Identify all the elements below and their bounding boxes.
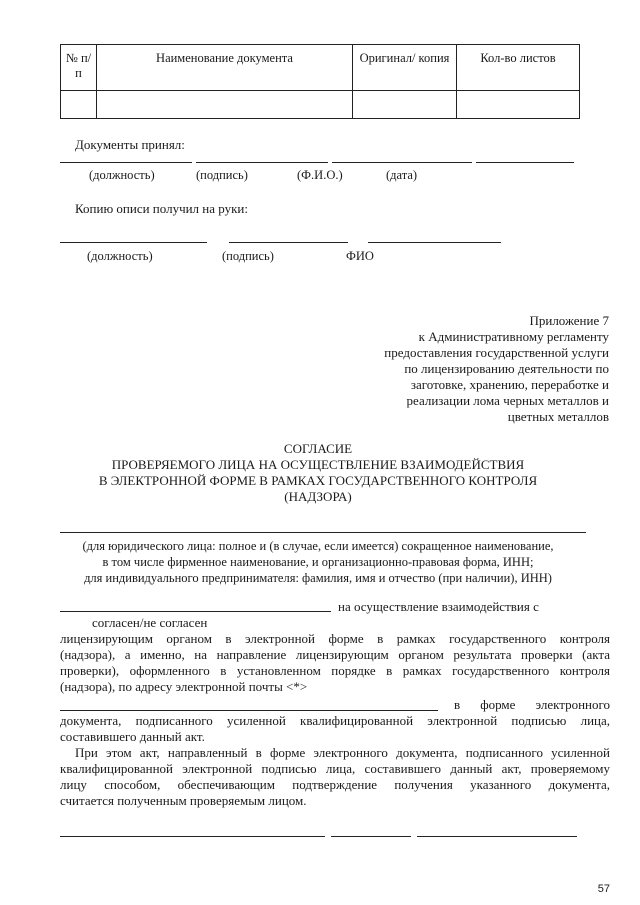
table-cell [61, 91, 97, 119]
signature-line [417, 836, 577, 837]
page-number: 57 [597, 883, 610, 895]
table-cell [97, 91, 353, 119]
appendix-line: Приложение 7 [529, 313, 609, 328]
header-document-name: Наименование документа [97, 45, 353, 91]
paragraph-line: лицу способом, обеспечивающим подтверждение получения указанного документа, [60, 777, 610, 792]
signature-line [60, 242, 207, 243]
entity-name-line [60, 532, 586, 533]
paragraph-line: (надзора), а именно, на направление лицензирующим органом результата проверки (акта [60, 647, 610, 662]
title-line: В ЭЛЕКТРОННОЙ ФОРМЕ В РАМКАХ ГОСУДАРСТВЕННОГО КОНТРОЛЯ [98, 473, 538, 488]
appendix-block [309, 313, 609, 425]
label-full-name: ФИО [346, 249, 374, 263]
label-position: (должность) [87, 249, 153, 263]
title-line: (НАДЗОРА) [284, 489, 352, 504]
note-line: (для юридического лица: полное и (в случае, если имеется) сокращенное наименование, [82, 539, 554, 553]
title-line: ПРОВЕРЯЕМОГО ЛИЦА НА ОСУЩЕСТВЛЕНИЕ ВЗАИМОДЕЙСТВИЯ [111, 457, 525, 472]
appendix-line: цветных металлов [507, 409, 609, 424]
appendix-line: реализации лома черных металлов и [406, 393, 609, 408]
appendix-line: предоставления государственной услуги [384, 345, 609, 360]
entity-note [48, 538, 588, 586]
paragraph-line: квалифицированной электронной подписью лица, составившего данный акт, проверяемому [60, 761, 610, 776]
appendix-line: заготовке, хранению, переработке и [410, 377, 609, 392]
title-line: СОГЛАСИЕ [283, 441, 353, 456]
table-cell [457, 91, 580, 119]
signature-line [332, 162, 472, 163]
header-number: № п/п [61, 45, 97, 91]
label-signature: (подпись) [196, 168, 248, 182]
table-row [61, 91, 580, 119]
signature-line [476, 162, 574, 163]
copy-title: Копию описи получил на руки: [75, 201, 248, 216]
form-tail: в форме электронного [454, 697, 610, 712]
label-position: (должность) [89, 168, 155, 182]
label-signature: (подпись) [222, 249, 274, 263]
paragraph-line: проверки), оформленного в установленном порядке в рамках государственного контроля [60, 663, 610, 678]
second-paragraph [60, 745, 610, 809]
signature-line [196, 162, 328, 163]
signature-line [229, 242, 348, 243]
received-title: Документы принял: [75, 137, 185, 152]
note-line: для индивидуального предпринимателя: фамилия, имя и отчество (при наличии), ИНН) [84, 571, 552, 585]
appendix-line: к Административному регламенту [418, 329, 609, 344]
document-title [48, 441, 588, 505]
documents-table [60, 44, 580, 119]
paragraph-line: составившего данный акт. [60, 729, 205, 744]
appendix-line: по лицензированию деятельности по [404, 361, 609, 376]
table-header-row [61, 45, 580, 91]
paragraph-line: лицензирующим органом в электронной форме в рамках государственного контроля [60, 631, 610, 646]
table-cell [353, 91, 457, 119]
email-line [60, 710, 438, 711]
label-full-name: (Ф.И.О.) [297, 168, 343, 182]
paragraph-line: (надзора), по адресу электронной почты <*> [60, 679, 308, 694]
consent-choice-line [60, 611, 331, 612]
note-line: в том числе фирменное наименование, и организационно-правовая форма, ИНН; [102, 555, 534, 569]
label-date: (дата) [386, 168, 418, 182]
header-original-copy: Оригинал/ копия [353, 45, 457, 91]
paragraph-line: считается полученным проверяемым лицом. [60, 793, 307, 808]
consent-option: согласен/не согласен [92, 615, 208, 630]
signature-line [368, 242, 501, 243]
form-paragraph [60, 713, 610, 745]
paragraph-line: документа, подписанного усиленной квалифицированной электронной подписью лица, [60, 713, 610, 728]
paragraph-line: При этом акт, направленный в форме электронного документа, подписанного усиленной [75, 745, 610, 760]
signature-line [60, 162, 192, 163]
consent-tail: на осуществление взаимодействия с [338, 599, 539, 614]
signature-line [331, 836, 411, 837]
signature-line [60, 836, 325, 837]
header-sheet-count: Кол-во листов [457, 45, 580, 91]
consent-paragraph [60, 631, 610, 695]
